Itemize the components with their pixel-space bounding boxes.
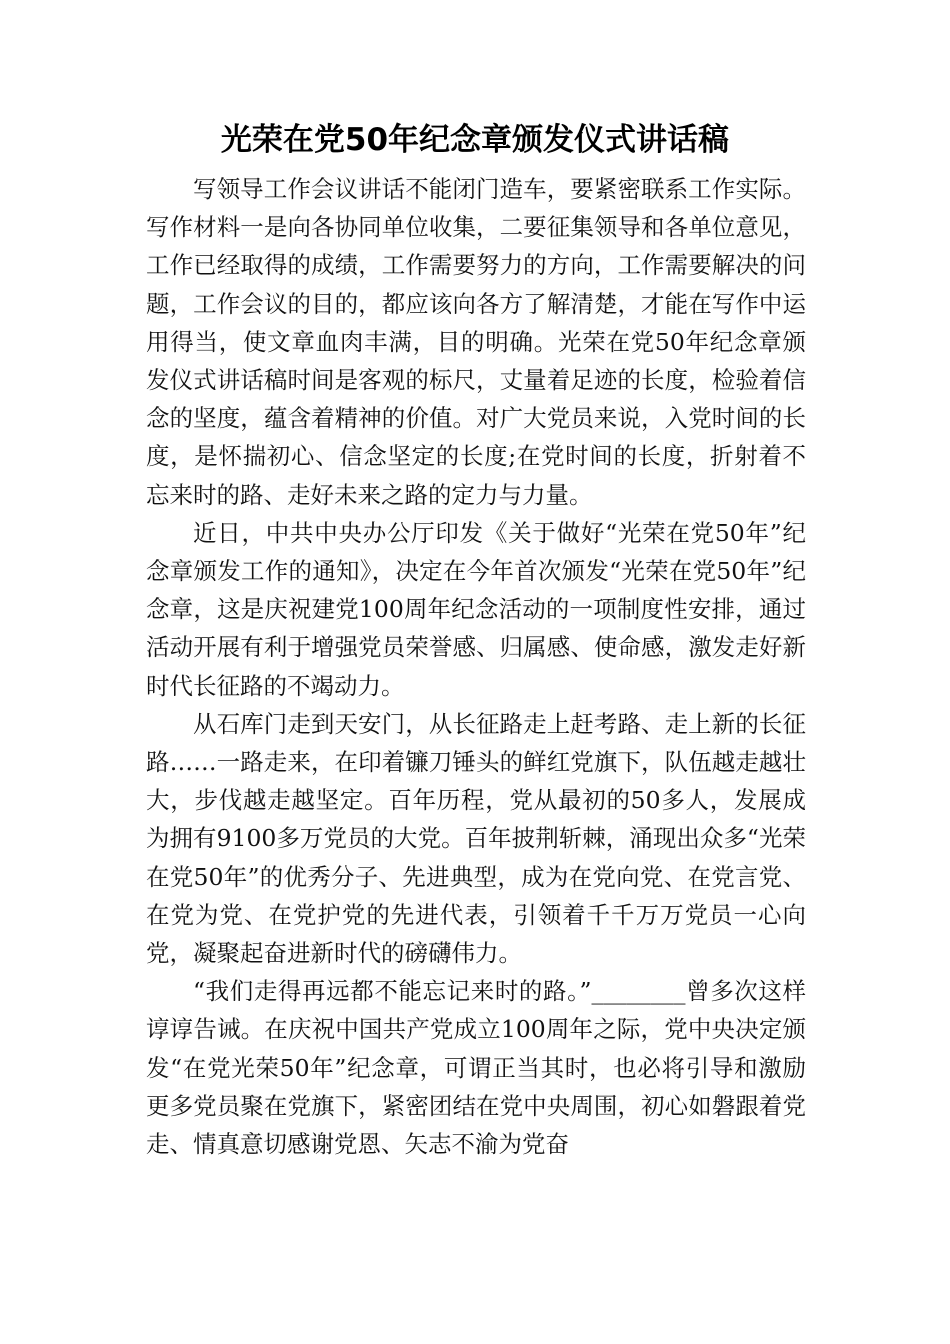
document-title: 光荣在党50年纪念章颁发仪式讲话稿 [220, 122, 730, 158]
paragraph-1: 写领导工作会议讲话不能闭门造车，要紧密联系工作实际。写作材料一是向各协同单位收集，二要征集领导和各单位意见，工作已经取得的成绩，工作需要努力的方向，工作需要解决的问题，工作会议的目的，都应该向各方了解清楚，才能在写作中运用得当，使文章血肉丰满，目的明确。光荣在党50年纪念章颁发仪式讲话稿时间是客观的标尺，丈量着足迹的长度，检验着信念的坚度，蕴含着精神的价值。对广大党员来说，入党时间的长度，是怀揣初心、信念坚定的长度;在党时间的长度，折射着不忘来时的路、走好未来之路的定力与力量。 [146, 175, 806, 509]
document-body [146, 170, 806, 1163]
paragraph-2: 近日，中共中央办公厅印发《关于做好“光荣在党50年”纪念章颁发工作的通知》，决定在今年首次颁发“光荣在党50年”纪念章，这是庆祝建党100周年纪念活动的一项制度性安排，通过活动开展有利于增强党员荣誉感、归属感、使命感，激发走好新时代长征路的不竭动力。 [146, 518, 806, 700]
paragraph-4: “我们走得再远都不能忘记来时的路。”________曾多次这样谆谆告诫。在庆祝中国共产党成立100周年之际，党中央决定颁发“在党光荣50年”纪念章，可谓正当其时，也必将引导和激励更多党员聚在党旗下，紧密团结在党中央周围，初心如磐跟着党走、情真意切感谢党恩、矢志不渝为党奋 [146, 977, 806, 1159]
paragraph-3: 从石库门走到天安门，从长征路走上赶考路、走上新的长征路……一路走来，在印着镰刀锤头的鲜红党旗下，队伍越走越壮大，步伐越走越坚定。百年历程，党从最初的50多人，发展成为拥有9100多万党员的大党。百年披荆斩棘，涌现出众多“光荣在党50年”的优秀分子、先进典型，成为在党向党、在党言党、在党为党、在党护党的先进代表，引领着千千万万党员一心向党，凝聚起奋进新时代的磅礴伟力。 [146, 709, 806, 968]
